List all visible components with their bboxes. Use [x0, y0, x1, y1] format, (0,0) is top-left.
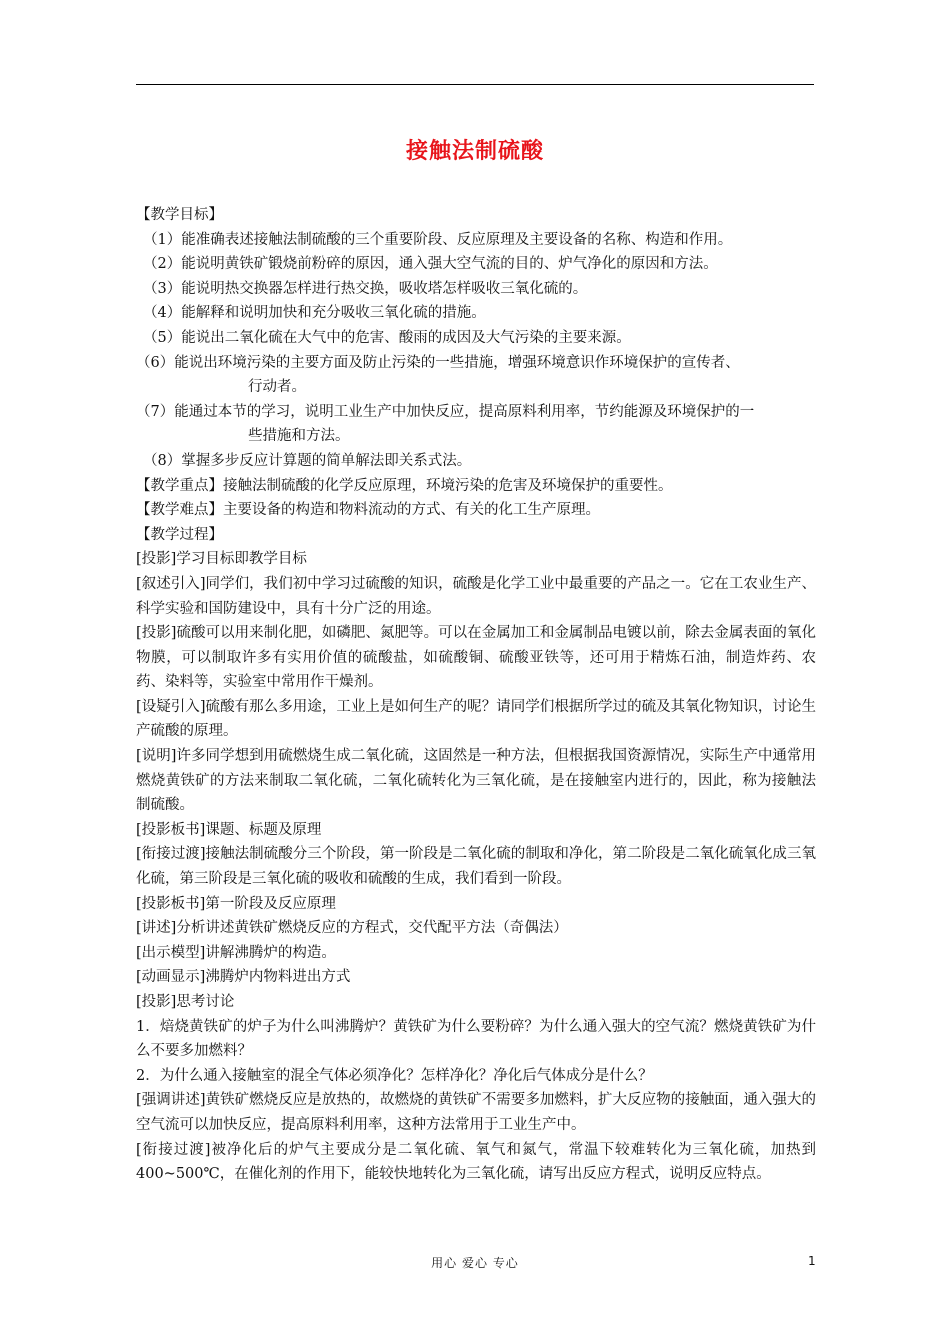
- process-paragraph: [投影板书]课题、标题及原理: [136, 821, 322, 838]
- process-paragraph: [衔接过渡]接触法制硫酸分三个阶段，第一阶段是二氧化硫的制取和净化，第二阶段是二氧化硫氧化成三氧化硫，第三阶段是三氧化硫的吸收和硫酸的生成，我们看到一阶段。: [136, 846, 816, 888]
- process-paragraph: [叙述引入]同学们，我们初中学习过硫酸的知识，硫酸是化学工业中最重要的产品之一。它在工农业生产、科学实验和国防建设中，具有十分广泛的用途。: [136, 575, 816, 617]
- process-paragraph: [动画显示]沸腾炉内物料进出方式: [136, 969, 351, 986]
- objective-6-line1: （6）能说出环境污染的主要方面及防止污染的一些措施，增强环境意识作环境保护的宣传者、: [136, 354, 740, 371]
- objective-7-line2: 些措施和方法。: [248, 428, 350, 445]
- objective-item: （4）能解释和说明加快和充分吸收三氧化硫的措施。: [143, 305, 486, 322]
- document-body: [136, 203, 816, 1187]
- process-paragraph: [设疑引入]硫酸有那么多用途，工业上是如何生产的呢？请同学们根据所学过的硫及其氧化物知识，讨论生产硫酸的原理。: [136, 698, 816, 740]
- discussion-question: 2．为什么通入接触室的混全气体必须净化？怎样净化？净化后气体成分是什么？: [136, 1067, 653, 1084]
- process-header: 【教学过程】: [136, 526, 223, 543]
- objective-item: （1）能准确表述接触法制硫酸的三个重要阶段、反应原理及主要设备的名称、构造和作用。: [143, 231, 733, 248]
- process-paragraph: [投影板书]第一阶段及反应原理: [136, 895, 336, 912]
- objectives-header: 【教学目标】: [136, 207, 223, 223]
- process-paragraph: [投影]思考讨论: [136, 994, 235, 1010]
- footer-motto: 用心 爱心 专心: [431, 1256, 519, 1270]
- discussion-question: 1．焙烧黄铁矿的炉子为什么叫沸腾炉？黄铁矿为什么要粉碎？为什么通入强大的空气流？燃烧黄铁矿为什么不要多加燃料？: [136, 1018, 816, 1060]
- process-paragraph: [讲述]分析讲述黄铁矿燃烧反应的方程式，交代配平方法（奇偶法）: [136, 920, 568, 937]
- page-title: 接触法制硫酸: [405, 139, 544, 164]
- process-paragraph: [衔接过渡]被净化后的炉气主要成分是二氧化硫、氧气和氮气，常温下较难转化为三氧化硫，加热到400~500℃，在催化剂的作用下，能较快地转化为三氧化硫，请写出反应方程式，说明反应特点。: [136, 1141, 816, 1183]
- process-paragraph: [说明]许多同学想到用硫燃烧生成二氧化硫，这固然是一种方法，但根据我国资源情况，实际生产中通常用燃烧黄铁矿的方法来制取二氧化硫，二氧化硫转化为三氧化硫，是在接触室内进行的，因此，称为接触法制硫酸。: [136, 748, 816, 814]
- difficulties: 【教学难点】主要设备的构造和物料流动的方式、有关的化工生产原理。: [136, 502, 600, 519]
- objective-6-line2: 行动者。: [248, 379, 306, 396]
- objective-item: （3）能说明热交换器怎样进行热交换，吸收塔怎样吸收三氧化硫的。: [143, 280, 588, 297]
- objective-item: （8）掌握多步反应计算题的简单解法即关系式法。: [143, 452, 472, 469]
- objective-item: （2）能说明黄铁矿锻烧前粉碎的原因，通入强大空气流的目的、炉气净化的原因和方法。: [143, 256, 718, 273]
- header-rule: [136, 84, 814, 85]
- process-paragraph: [投影]学习目标即教学目标: [136, 551, 307, 568]
- process-paragraph: [出示模型]讲解沸腾炉的构造。: [136, 944, 336, 961]
- objective-7-line1: （7）能通过本节的学习，说明工业生产中加快反应，提高原料利用率，节约能源及环境保护的一: [136, 403, 755, 420]
- objective-item: （5）能说出二氧化硫在大气中的危害、酸雨的成因及大气污染的主要来源。: [143, 329, 631, 346]
- process-paragraph: [投影]硫酸可以用来制化肥，如磷肥、氮肥等。可以在金属加工和金属制品电镀以前，除去金属表面的氧化物膜，可以制取许多有实用价值的硫酸盐，如硫酸铜、硫酸亚铁等，还可用于精炼石油，制造炸药、农药、染料等，实验室中常用作干燥剂。: [136, 625, 816, 691]
- objective-item-7: [136, 400, 816, 449]
- process-paragraph: [强调讲述]黄铁矿燃烧反应是放热的，故燃烧的黄铁矿不需要多加燃料，扩大反应物的接触面，通入强大的空气流可以加快反应，提高原料利用率，这种方法常用于工业生产中。: [136, 1092, 816, 1133]
- objective-item-6: [136, 351, 816, 400]
- page-number: 1: [808, 1254, 816, 1268]
- key-points: 【教学重点】接触法制硫酸的化学反应原理，环境污染的危害及环境保护的重要性。: [136, 477, 673, 494]
